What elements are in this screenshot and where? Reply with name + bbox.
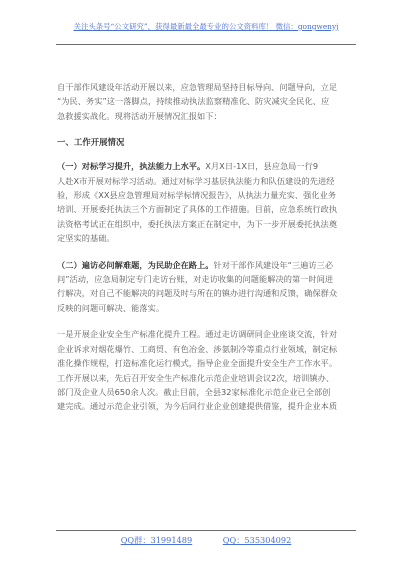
spacer <box>57 123 353 135</box>
item1-line: 定坚实的基础。 <box>57 233 115 244</box>
spacer <box>57 315 353 327</box>
item3-line: 一是开展企业安全生产标准化提升工程。通过走访调研同企业座谈交流，针对 <box>57 329 338 340</box>
spacer <box>57 246 353 258</box>
header-promo-link[interactable]: 关注头条号“公文研究”，获得最新最全最专业的公文资料库！ 微信：gongwenyj <box>73 22 339 31</box>
page-footer <box>56 535 356 546</box>
document-body <box>57 80 353 414</box>
footer-qq-group-link[interactable]: QQ群：31991489 <box>120 535 193 545</box>
item3-line: 企业诉求对烟花爆竹、工商贸、有色冶金、涉氨制冷等重点行业领域，制定标 <box>57 343 338 354</box>
item1-line: 人赴X市开展对标学习活动。通过对标学习基层执法能力和队伍建设的先进经 <box>57 175 335 186</box>
item1-paragraph <box>57 159 353 245</box>
page-header <box>56 22 356 32</box>
intro-paragraph <box>57 80 353 123</box>
footer-qq-link[interactable]: QQ：535304092 <box>222 535 292 545</box>
item1-lead: （一）对标学习提升，执法能力上水平。 <box>57 161 206 172</box>
footer-divider <box>56 530 356 531</box>
item3-paragraph <box>57 327 353 413</box>
item2-line: 反映的问题可解决、能落实。 <box>57 302 165 313</box>
intro-line: 急救援实战化。现将活动开展情况汇报如下： <box>57 110 222 121</box>
header-divider <box>56 44 356 45</box>
item1-line: 法资格考试正在组织中，委托执法方案正在制定中，为下一步开展委托执法奠 <box>57 218 338 229</box>
intro-line: 自干部作风建设年活动开展以来，应急管理局坚持目标导向、问题导向，立足 <box>57 82 338 92</box>
item1-first-line <box>57 159 353 173</box>
item3-line: 工作开展以来，先后召开安全生产标准化示范企业培训会议2次，培训镇办、 <box>57 372 335 383</box>
spacer <box>57 149 353 159</box>
item2-first-line <box>57 258 353 272</box>
item1-line: 培训、开展委托执法三个方面制定了具体的工作措施。目前，应急系统行政执 <box>57 204 338 215</box>
item3-line: 部门及企业人员650余人次。截止目前，全县32家标准化示范企业已全部创 <box>57 386 331 397</box>
item2-paragraph <box>57 258 353 316</box>
item2-line: 行解决，对自己不能解决的问题及时与所在的镇办进行沟通和反馈，确保群众 <box>57 288 338 299</box>
item1-line: 验，形成《XX县应急管理局对标学标情况报告》，从执法力量充实、强化业务 <box>57 190 337 201</box>
item2-line: 问”活动，应急局制定专门走访台账，对走访收集的问题能解决的第一时间进 <box>57 274 334 285</box>
item1-line: X月X日-1X日，县应急局一行9 <box>205 161 319 172</box>
section-heading: 一、工作开展情况 <box>57 137 125 148</box>
item3-line: 准化操作规程，打造标准化运行模式，指导企业全面提升安全生产工作水平。 <box>57 358 338 369</box>
intro-line: “为民、务实”这一落脚点，持续推动执法监察精准化、防灾减灾全民化、应 <box>57 96 330 107</box>
item2-lead: （二）遍访必问解难题，为民助企在路上。 <box>57 259 214 270</box>
item2-line: 针对干部作风建设年“三遍访三必 <box>213 259 334 270</box>
item3-line: 建完成。通过示范企业引领，为今后同行业企业创建提供借鉴，提升企业本质 <box>57 401 338 412</box>
